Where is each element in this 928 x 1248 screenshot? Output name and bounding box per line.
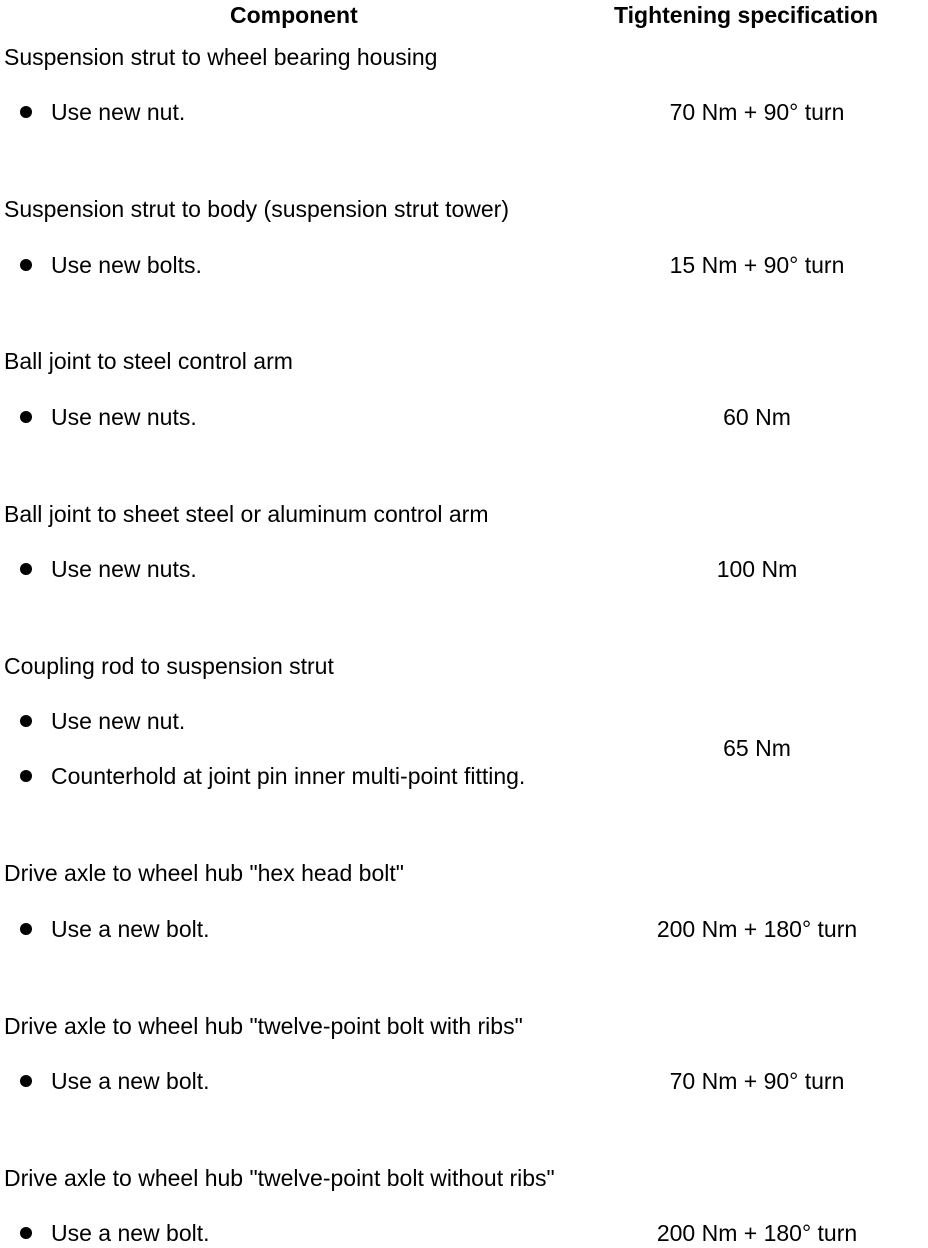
note-text: Use a new bolt. xyxy=(51,1220,210,1246)
bullet-icon xyxy=(20,770,32,782)
tightening-spec: 65 Nm xyxy=(723,735,791,761)
note-text: Use new nut. xyxy=(51,99,186,125)
note-text: Use new nuts. xyxy=(51,404,197,430)
column-header-specification: Tightening specification xyxy=(614,2,879,28)
bullet-icon xyxy=(20,923,32,935)
bullet-icon xyxy=(20,715,32,727)
tightening-spec: 60 Nm xyxy=(723,404,791,430)
component-title: Drive axle to wheel hub "twelve-point bolt with ribs" xyxy=(4,1013,523,1039)
bullet-icon xyxy=(20,411,32,423)
bullet-icon xyxy=(20,259,32,271)
component-title: Suspension strut to wheel bearing housing xyxy=(4,44,438,70)
note-text: Use new nut. xyxy=(51,708,186,734)
note-text: Use new bolts. xyxy=(51,252,202,278)
note-text: Counterhold at joint pin inner multi-point fitting. xyxy=(51,763,526,789)
component-note xyxy=(20,914,210,944)
note-text: Use new nuts. xyxy=(51,556,197,582)
note-text: Use a new bolt. xyxy=(51,1068,210,1094)
tightening-spec: 100 Nm xyxy=(716,556,798,582)
column-header-component: Component xyxy=(230,2,358,28)
component-title: Ball joint to sheet steel or aluminum control arm xyxy=(4,501,489,527)
component-note xyxy=(20,1218,210,1248)
tightening-spec: 70 Nm + 90° turn xyxy=(669,99,845,125)
component-title: Ball joint to steel control arm xyxy=(4,348,293,374)
component-note xyxy=(20,97,185,127)
tightening-spec: 200 Nm + 180° turn xyxy=(656,1220,858,1246)
note-text: Use a new bolt. xyxy=(51,916,210,942)
tightening-spec: 70 Nm + 90° turn xyxy=(669,1068,845,1094)
bullet-icon xyxy=(20,1227,32,1239)
component-title: Drive axle to wheel hub "twelve-point bolt without ribs" xyxy=(4,1165,555,1191)
bullet-icon xyxy=(20,1075,32,1087)
component-title: Suspension strut to body (suspension strut tower) xyxy=(4,196,509,222)
component-title: Coupling rod to suspension strut xyxy=(4,653,334,679)
component-note xyxy=(20,402,197,432)
component-note xyxy=(20,706,185,736)
component-note xyxy=(20,250,202,280)
component-note xyxy=(20,1066,210,1096)
component-title: Drive axle to wheel hub "hex head bolt" xyxy=(4,860,404,886)
bullet-icon xyxy=(20,106,32,118)
tightening-spec: 200 Nm + 180° turn xyxy=(656,916,858,942)
tightening-spec: 15 Nm + 90° turn xyxy=(669,252,845,278)
component-note xyxy=(20,761,525,791)
component-note xyxy=(20,554,197,584)
bullet-icon xyxy=(20,563,32,575)
